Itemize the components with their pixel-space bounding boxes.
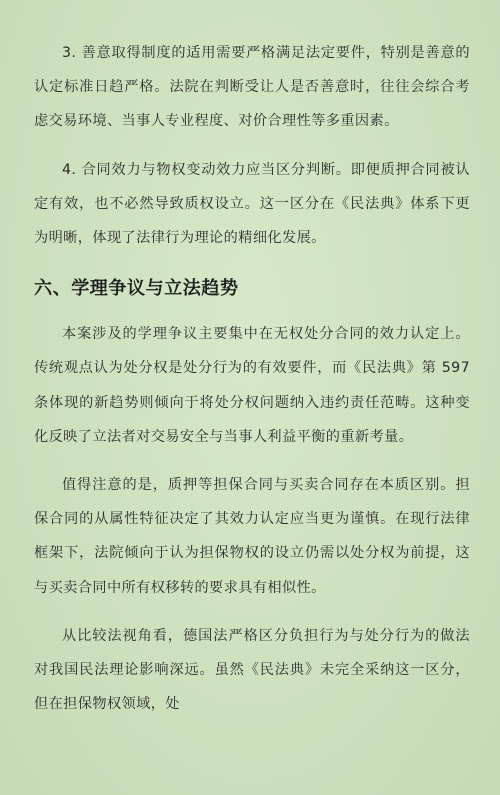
paragraph-good-faith-acquisition: 3. 善意取得制度的适用需要严格满足法定要件，特别是善意的认定标准日趋严格。法院在判断受让人是否善意时，往往会综合考虑交易环境、当事人专业程度、对价合理性等多重因素。	[34, 45, 470, 130]
paragraph-contract-validity: 4. 合同效力与物权变动效力应当区分判断。即便质押合同被认定有效，也不必然导致质权设立。这一区分在《民法典》体系下更为明晰，体现了法律行为理论的精细化发展。	[34, 161, 470, 247]
paragraph-academic-dispute: 本案涉及的学理争议主要集中在无权处分合同的效力认定上。传统观点认为处分权是处分行为的有效要件，而《民法典》第 597 条体现的新趋势则倾向于将处分权问题纳入违约责任范畴。这种变化反映了立法者对交易安全与当事人利益平衡的重新考量。	[34, 326, 470, 445]
paragraph-comparative-law: 从比较法视角看，德国法严格区分负担行为与处分行为的做法对我国民法理论影响深远。虽然《民法典》未完全采纳这一区分，但在担保物权领域，处	[34, 627, 470, 713]
section-heading: 六、学理争议与立法趋势	[34, 278, 239, 300]
paragraph-guarantee-contract: 值得注意的是，质押等担保合同与买卖合同存在本质区别。担保合同的从属性特征决定了其效力认定应当更为谨慎。在现行法律框架下，法院倾向于认为担保物权的设立仍需以处分权为前提，这与买卖合同中所有权移转的要求具有相似性。	[34, 477, 470, 596]
